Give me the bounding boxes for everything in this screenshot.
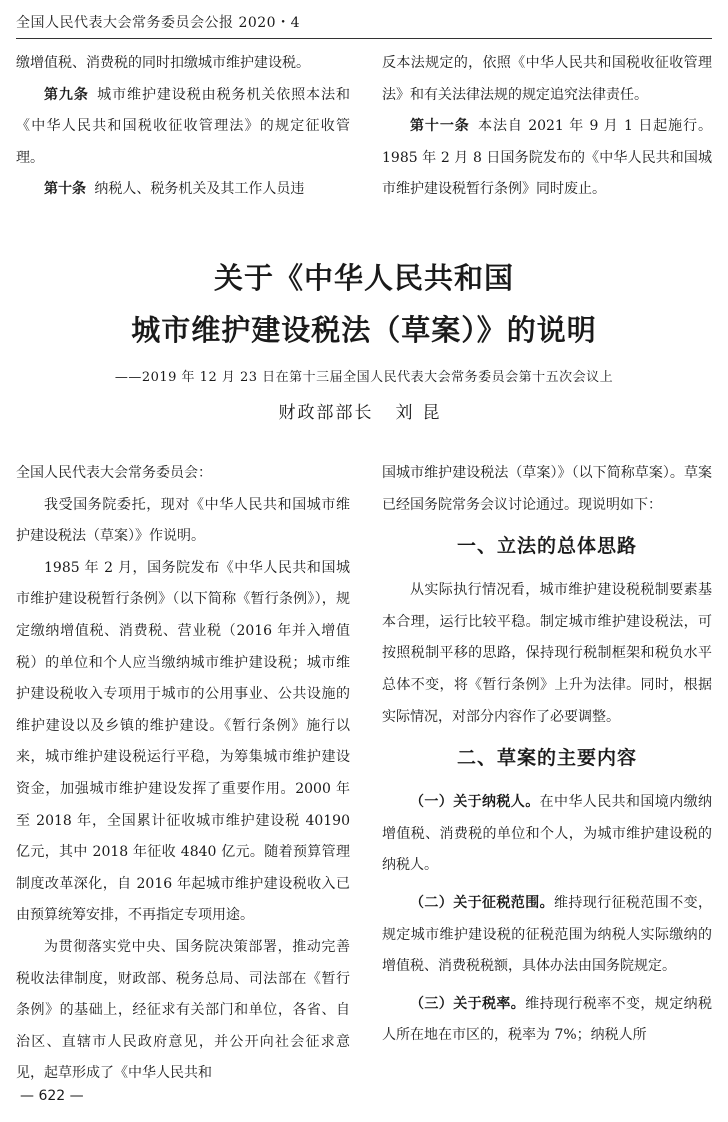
section-heading-1: 一、立法的总体思路 <box>456 535 637 558</box>
article-number: 第十一条 <box>410 118 470 134</box>
body-paragraph: 国城市维护建设税法（草案）》（以下简称草案）。草案已经国务院常务会议讨论通过。现说明如下： <box>382 465 712 513</box>
top-left-column <box>16 48 350 206</box>
list-item <box>382 787 712 882</box>
item-label: （三）关于税率。 <box>410 995 526 1012</box>
body-right-column <box>382 458 712 1058</box>
gazette-header: 全国人民代表大会常务委员会公报 2020・4 <box>16 15 300 31</box>
page-number: — 622 — <box>20 1088 84 1104</box>
document-subtitle: ——2019 年 12 月 23 日在第十三届全国人民代表大会常务委员会第十五次会议上 <box>114 370 614 385</box>
salutation: 全国人民代表大会常务委员会： <box>16 465 212 481</box>
article-number: 第十条 <box>44 181 86 197</box>
body-paragraph: 从实际执行情况看，城市维护建设税税制要素基本合理，运行比较平稳。制定城市维护建设税法，可按照税制平移的思路，保持现行税制框架和税负水平总体不变，将《暂行条例》上升为法律。同时，根据实际情况，对部分内容作了必要调整。 <box>382 582 712 725</box>
article-number: 第九条 <box>44 86 89 103</box>
section-heading-2: 二、草案的主要内容 <box>456 747 637 770</box>
law-paragraph: 反本法规定的，依照《中华人民共和国税收征收管理法》和有关法律法规的规定追究法律责任。 <box>382 55 712 103</box>
body-left-column <box>16 458 350 1090</box>
list-item <box>382 989 712 1052</box>
law-paragraph: 缴增值税、消费税的同时扣缴城市维护建设税。 <box>16 55 310 71</box>
article-text: 本法自 2021 年 9 月 1 日起施行。1985 年 2 月 8 日国务院发布的《中华人民共和国城市维护建设税暂行条例》同时废止。 <box>382 118 713 197</box>
document-title-line-1: 关于《中华人民共和国 <box>213 261 514 295</box>
item-label: （二）关于征税范围。 <box>410 894 554 911</box>
author-line <box>0 398 728 423</box>
header-divider <box>16 38 712 39</box>
document-title-line-2: 城市维护建设税法（草案）》的说明 <box>131 313 597 347</box>
list-item <box>382 888 712 983</box>
body-paragraph: 1985 年 2 月，国务院发布《中华人民共和国城市维护建设税暂行条例》（以下简称《暂行条例》），规定缴纳增值税、消费税、营业税（2016 年并入增值税）的单位和个人应当缴纳城市维护建设税；城市维护建设税收入专项用于城市的公用事业、公共设施的维护建设以及乡镇的维护建设。《暂行条例》施行以来，城市维护建设税运行平稳，为筹集城市维护建设资金，加强城市维护建设发挥了重要作用。2000 年至 2018 年，全国累计征收城市维护建设税 40190 亿元，其中 2018 年征收 4840 亿元。随着预算管理制度改革深化，自 2016 年起城市维护建设税收入已由预算统筹安排，不再指定专项用途。 <box>16 559 350 924</box>
article-text: 纳税人、税务机关及其工作人员违 <box>94 181 305 197</box>
author-title: 财政部部长 <box>278 403 374 423</box>
law-article <box>16 80 350 175</box>
item-text: 在中华人民共和国境内缴纳增值税、消费税的单位和个人，为城市维护建设税的纳税人。 <box>382 794 713 874</box>
author-name: 刘昆 <box>395 403 450 423</box>
law-article <box>382 111 712 206</box>
item-label: （一）关于纳税人。 <box>410 794 540 811</box>
item-text: 维持现行税率不变，规定纳税人所在地在市区的，税率为 7%；纳税人所 <box>382 995 713 1044</box>
item-text: 维持现行征税范围不变，规定城市维护建设税的征税范围为纳税人实际缴纳的增值税、消费税税额，具体办法由国务院规定。 <box>382 894 712 975</box>
body-paragraph: 为贯彻落实党中央、国务院决策部署，推动完善税收法律制度，财政部、税务总局、司法部在《暂行条例》的基础上，经征求有关部门和单位，各省、自治区、直辖市人民政府意见，并公开向社会征求意见，起草形成了《中华人民共和 <box>16 938 350 1082</box>
body-paragraph: 我受国务院委托，现对《中华人民共和国城市维护建设税法（草案）》作说明。 <box>16 496 350 545</box>
top-right-column <box>382 48 712 206</box>
law-article <box>16 174 350 206</box>
article-text: 城市维护建设税由税务机关依照本法和《中华人民共和国税收征收管理法》的规定征收管理。 <box>16 86 350 166</box>
